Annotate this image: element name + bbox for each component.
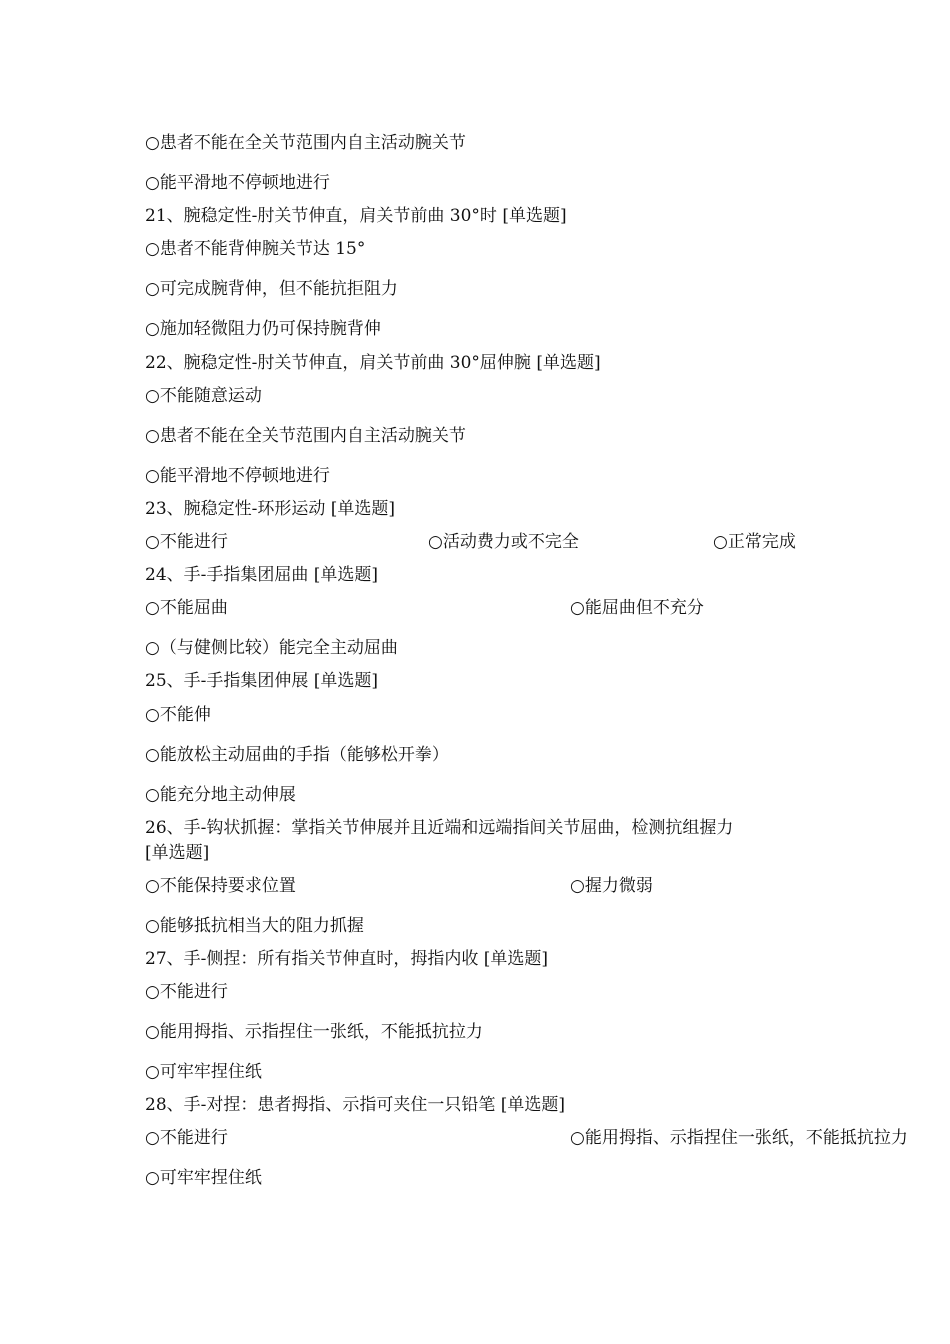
radio-option[interactable]: ○能够抵抗相当大的阻力抓握 [145,916,364,936]
radio-option[interactable]: ○不能进行 [145,1128,228,1148]
question-title-continued: [单选题] [145,843,210,863]
question-title: 26、手-钩状抓握：掌指关节伸展并且近端和远端指间关节屈曲，检测抗组握力 [145,818,734,838]
radio-option[interactable]: ○活动费力或不完全 [428,532,579,552]
radio-option[interactable]: ○不能伸 [145,705,211,725]
radio-option[interactable]: ○可完成腕背伸，但不能抗拒阻力 [145,279,398,299]
radio-option[interactable]: ○可牢牢捏住纸 [145,1168,262,1188]
radio-option[interactable]: ○不能保持要求位置 [145,876,296,896]
radio-option[interactable]: ○不能进行 [145,982,228,1002]
radio-option[interactable]: ○施加轻微阻力仍可保持腕背伸 [145,319,381,339]
radio-option[interactable]: ○能充分地主动伸展 [145,785,296,805]
question-title: 28、手-对捏：患者拇指、示指可夹住一只铅笔 [单选题] [145,1095,566,1115]
question-title: 21、腕稳定性-肘关节伸直，肩关节前曲 30°时 [单选题] [145,206,567,226]
radio-option[interactable]: ○不能随意运动 [145,386,262,406]
question-title: 25、手-手指集团伸展 [单选题] [145,671,379,691]
radio-option[interactable]: ○能屈曲但不充分 [570,598,704,618]
radio-option[interactable]: ○患者不能在全关节范围内自主活动腕关节 [145,133,466,153]
radio-option[interactable]: ○患者不能背伸腕关节达 15° [145,239,366,259]
radio-option[interactable]: ○能平滑地不停顿地进行 [145,466,330,486]
radio-option[interactable]: ○能平滑地不停顿地进行 [145,173,330,193]
radio-option[interactable]: ○（与健侧比较）能完全主动屈曲 [145,638,398,658]
radio-option[interactable]: ○可牢牢捏住纸 [145,1062,262,1082]
radio-option[interactable]: ○正常完成 [713,532,796,552]
radio-option[interactable]: ○握力微弱 [570,876,653,896]
question-title: 24、手-手指集团屈曲 [单选题] [145,565,379,585]
radio-option[interactable]: ○不能进行 [145,532,228,552]
radio-option[interactable]: ○能放松主动屈曲的手指（能够松开拳） [145,745,449,765]
radio-option[interactable]: ○不能屈曲 [145,598,228,618]
question-title: 22、腕稳定性-肘关节伸直，肩关节前曲 30°屈伸腕 [单选题] [145,353,601,373]
radio-option[interactable]: ○患者不能在全关节范围内自主活动腕关节 [145,426,466,446]
radio-option[interactable]: ○能用拇指、示指捏住一张纸，不能抵抗拉力 [570,1128,908,1148]
question-title: 23、腕稳定性-环形运动 [单选题] [145,499,396,519]
question-title: 27、手-侧捏：所有指关节伸直时，拇指内收 [单选题] [145,949,549,969]
radio-option[interactable]: ○能用拇指、示指捏住一张纸，不能抵抗拉力 [145,1022,483,1042]
